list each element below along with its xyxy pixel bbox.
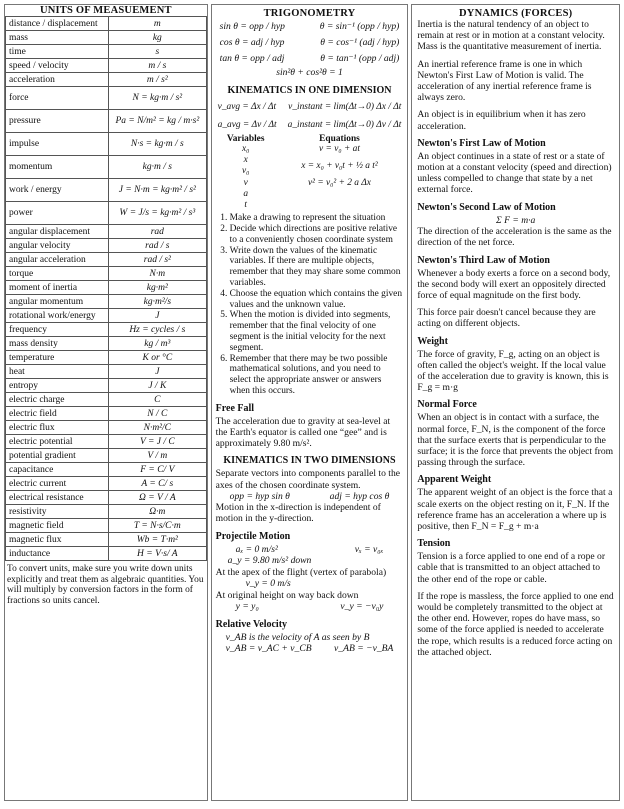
unit-value: F = C/ V — [108, 463, 206, 477]
units-row — [6, 239, 207, 253]
unit-value: Hz = cycles / s — [108, 323, 206, 337]
unit-value: m / s² — [108, 73, 206, 87]
units-row — [6, 477, 207, 491]
normal-title: Normal Force — [417, 399, 477, 411]
units-row — [6, 59, 207, 73]
units-row — [6, 45, 207, 59]
freefall-title: Free Fall — [215, 402, 255, 414]
units-row — [6, 491, 207, 505]
unit-quantity: acceleration — [6, 73, 109, 87]
dynamics-column: DYNAMICS (FORCES) Inertia is the natural tendency of an object to remain at rest or in motion at a constant velocity. Mass is the quantitative measurement of inertia. An inertial reference frame is one in which Newton's First Law of Motion is valid. The acceleration of any inertial reference frame is always zero. An object is in equilibrium when it has zero acceleration. Newton's First Law of Motion An object continues in a state of rest or a state of motion at a constant velocity (speed and direction) unless compelled to change that state by a net external force. Newton's Second Law of Motion Σ F = m·a The direction of the acceleration is the same as the direction of the net force. Newton's Third Law of Motion Whenever a body exerts a force on a second body, the second body will exert an oppositely directed force of equal magnitude on the first body. This force pair doesn't cancel because they are acting on different objects. Weight The force of gravity, F_g, acting on an object is often called the object's weight. If the local value of the acceleration due to gravity is known, this is F_g = m·g Normal Force When an object is in contact with a surface, the normal force, F_N, is the component of the force that the surface exerts that is perpendicular to the surface; it is the force that prevents the object from passing through the surface. Apparent Weight The apparent weight of an object is the force that a scale exerts on the object resting on it, F_N. If the reference frame has an acceleration a where up is positive, then F_N = F_g + m·a Tension Tension is a force applied to one end of a rope or cable that is transmitted to an object attached to the other end of the rope or cable. If the rope is massless, the force applied to one end would be completely transmitted to the object at the other end. However, ropes do have mass, so some of the force applied is needed to accelerate the rope, which results is a reduced force acting on the attached object. — [411, 4, 620, 801]
unit-quantity: inductance — [6, 547, 109, 561]
trig-block — [216, 19, 404, 79]
unit-quantity: electric potential — [6, 435, 109, 449]
unit-quantity: force — [6, 87, 109, 110]
unit-quantity: angular momentum — [6, 295, 109, 309]
kin1-defs: v_avg = Δx / Δt v_instant = lim(Δt→0) Δx / Δt a_avg = Δv / Δt a_instant = lim(Δt→0) Δv / Δt — [217, 102, 402, 130]
unit-value: rad / s² — [108, 253, 206, 267]
unit-quantity: angular displacement — [6, 225, 109, 239]
unit-quantity: torque — [6, 267, 109, 281]
law2-title: Newton's Second Law of Motion — [417, 201, 556, 213]
kin1-steps: 1. Make a drawing to represent the situation 2. Decide which directions are positive relative to a conveniently chosen coordinate system 3. Write down the values of the kinematic variables. If there are multiple objects, remember that they may share some common variables. 4. Choose the equation which contains the given values and the unknown value. 5. When the motion is divided into segments, remember that the final velocity of one segment is the initial velocity for the next segment. 6. Remember that there may be two possible mathematical solutions, and you need to select the appropriate answer or answers when this occurs. — [230, 213, 404, 397]
unit-value: A = C/ s — [108, 477, 206, 491]
units-row — [6, 225, 207, 239]
units-row — [6, 133, 207, 156]
unit-value: T = N·s/C·m — [108, 519, 206, 533]
unit-value: Pa = N/m² = kg / m·s² — [108, 110, 206, 133]
units-row — [6, 309, 207, 323]
unit-quantity: potential gradient — [6, 449, 109, 463]
units-row — [6, 393, 207, 407]
unit-value: W = J/s = kg·m² / s³ — [108, 202, 206, 225]
unit-quantity: pressure — [6, 110, 109, 133]
unit-quantity: frequency — [6, 323, 109, 337]
units-row — [6, 337, 207, 351]
units-row — [6, 253, 207, 267]
unit-value: kg·m / s — [108, 156, 206, 179]
unit-value: J / K — [108, 379, 206, 393]
units-row — [6, 31, 207, 45]
apparent-title: Apparent Weight — [417, 474, 492, 486]
unit-value: kg — [108, 31, 206, 45]
units-row — [6, 533, 207, 547]
unit-value: V = J / C — [108, 435, 206, 449]
units-column — [4, 4, 208, 801]
units-row — [6, 351, 207, 365]
unit-value: K or °C — [108, 351, 206, 365]
units-row — [6, 17, 207, 31]
unit-quantity: angular acceleration — [6, 253, 109, 267]
unit-value: C — [108, 393, 206, 407]
units-row — [6, 267, 207, 281]
kin1-title: KINEMATICS IN ONE DIMENSION — [227, 85, 392, 96]
units-row — [6, 179, 207, 202]
unit-value: N = kg·m / s² — [108, 87, 206, 110]
units-row — [6, 547, 207, 561]
units-table — [5, 16, 207, 561]
relvel-block: v_AB is the velocity of A as seen by B v_AB = v_AC + v_CB v_AB = −v_BA — [225, 631, 394, 655]
unit-quantity: moment of inertia — [6, 281, 109, 295]
trig-row: sin θ = opp / hyp θ = sin⁻¹ (opp / hyp) — [219, 21, 400, 32]
trig-title: TRIGONOMETRY — [263, 8, 356, 19]
unit-value: Wb = T·m² — [108, 533, 206, 547]
units-row — [6, 505, 207, 519]
units-row — [6, 295, 207, 309]
unit-value: J — [108, 365, 206, 379]
unit-quantity: impulse — [6, 133, 109, 156]
kinematics-column: TRIGONOMETRY sin θ = opp / hyp θ = sin⁻¹ (opp / hyp) cos θ = adj / hyp θ = cos⁻¹ (adj / hyp) tan θ = opp / adj θ = tan⁻¹ (opp / adj) sin²θ + cos²θ = 1 KINEMATICS IN ONE DIMENSION v_avg = Δx / Δt v_instant = lim(Δt→0) Δx / Δt a_avg = Δv / Δt a_instant = lim(Δt→0) Δv / Δt Variables x₀ x v₀ v a t Equations v = v₀ + at x = x₀ + v₀t + ½ a t² v² = v₀² + 2 a Δx 1. Make a drawing to represent the situation 2. Decide which directions are positive relative to a conveniently chosen coordinate system 3. Write down the values of the kinematic variables. If there are multiple objects, remember that they may share some common variables. 4. Choose the equation which contains the given values and the unknown value. 5. When the motion is divided into segments, remember that the final velocity of one segment is the initial velocity for the next segment. 6. Remember that there may be two possible mathematical solutions, and you need to select the appropriate answer or answers when this occurs. Free Fall The acceleration due to gravity at sea-level at the Earth's equator is called one “gee” and is approximately 9.80 m/s². KINEMATICS IN TWO DIMENSIONS Separate vectors into components parallel to the axes of the chosen coordinate system. opp = hyp sin θ adj = hyp cos θ Motion in the x-direction is independent of motion in the y-direction. Projectile Motion aₓ = 0 m/s² vₓ = v₀ₓ a_y = 9.80 m/s² down At the apex of the flight (vertex of parabola) v_y = 0 m/s At original height on way back down y = y₀ v_y = −v₀y Relative Velocity v_AB is the velocity of A as seen by B v_AB = v_AC + v_CB v_AB = −v_BA — [211, 4, 409, 801]
units-row — [6, 365, 207, 379]
projectile-block: aₓ = 0 m/s² vₓ = v₀ₓ a_y = 9.80 m/s² down At the apex of the flight (vertex of parabola) v_y = 0 m/s At original height on way back down y = y₀ v_y = −v₀y — [215, 543, 387, 613]
unit-value: Ω·m — [108, 505, 206, 519]
units-title: UNITS OF MEASUEMENT — [39, 5, 172, 16]
unit-value: Ω = V / A — [108, 491, 206, 505]
unit-quantity: work / energy — [6, 179, 109, 202]
weight-title: Weight — [417, 335, 448, 347]
units-row — [6, 156, 207, 179]
projectile-title: Projectile Motion — [215, 530, 291, 542]
unit-quantity: electric current — [6, 477, 109, 491]
units-row — [6, 73, 207, 87]
kin2-title: KINEMATICS IN TWO DIMENSIONS — [223, 455, 396, 467]
unit-value: m — [108, 17, 206, 31]
units-row — [6, 379, 207, 393]
trig-row: cos θ = adj / hyp θ = cos⁻¹ (adj / hyp) — [219, 37, 400, 48]
kin1-variables: Variables x₀ x v₀ v a t Equations v = v₀ + at x = x₀ + v₀t + ½ a t² v² = v₀² + 2 a Δx — [226, 134, 378, 211]
unit-quantity: power — [6, 202, 109, 225]
unit-value: s — [108, 45, 206, 59]
unit-quantity: mass density — [6, 337, 109, 351]
unit-quantity: time — [6, 45, 109, 59]
units-footer: To convert units, make sure you write down units explicitly and treat them as algebraic quantities. You will multiply by conversion factors in the form of fractions so units cancel. — [7, 564, 204, 607]
units-row — [6, 323, 207, 337]
unit-value: rad / s — [108, 239, 206, 253]
unit-quantity: electrical resistance — [6, 491, 109, 505]
unit-quantity: electric field — [6, 407, 109, 421]
unit-quantity: mass — [6, 31, 109, 45]
unit-value: kg·m² — [108, 281, 206, 295]
unit-value: kg / m³ — [108, 337, 206, 351]
units-row — [6, 202, 207, 225]
unit-quantity: rotational work/energy — [6, 309, 109, 323]
law3-title: Newton's Third Law of Motion — [417, 254, 550, 266]
unit-quantity: momentum — [6, 156, 109, 179]
cheat-sheet — [4, 4, 620, 801]
unit-value: J = N·m = kg·m² / s² — [108, 179, 206, 202]
unit-quantity: electric charge — [6, 393, 109, 407]
unit-quantity: distance / displacement — [6, 17, 109, 31]
unit-value: kg·m²/s — [108, 295, 206, 309]
unit-value: m / s — [108, 59, 206, 73]
units-row — [6, 87, 207, 110]
unit-quantity: electric flux — [6, 421, 109, 435]
unit-value: rad — [108, 225, 206, 239]
unit-quantity: temperature — [6, 351, 109, 365]
units-row — [6, 519, 207, 533]
trig-row: tan θ = opp / adj θ = tan⁻¹ (opp / adj) — [219, 53, 400, 64]
units-row — [6, 463, 207, 477]
freefall-text: The acceleration due to gravity at sea-level at the Earth's equator is called one “gee” and is approximately 9.80 m/s². — [215, 415, 391, 450]
unit-quantity: speed / velocity — [6, 59, 109, 73]
unit-value: H = V·s/ A — [108, 547, 206, 561]
unit-value: N·m — [108, 267, 206, 281]
relvel-title: Relative Velocity — [215, 618, 288, 630]
unit-value: V / m — [108, 449, 206, 463]
unit-quantity: entropy — [6, 379, 109, 393]
unit-quantity: angular velocity — [6, 239, 109, 253]
units-row — [6, 407, 207, 421]
unit-value: N·s = kg·m / s — [108, 133, 206, 156]
tension-title: Tension — [417, 538, 451, 550]
unit-value: N·m²/C — [108, 421, 206, 435]
dyn-title: DYNAMICS (FORCES) — [459, 8, 573, 19]
units-row — [6, 435, 207, 449]
unit-quantity: capacitance — [6, 463, 109, 477]
units-row — [6, 281, 207, 295]
trig-identity: sin²θ + cos²θ = 1 — [276, 67, 343, 78]
units-row — [6, 449, 207, 463]
units-row — [6, 110, 207, 133]
unit-quantity: heat — [6, 365, 109, 379]
unit-quantity: magnetic flux — [6, 533, 109, 547]
unit-value: J — [108, 309, 206, 323]
unit-quantity: magnetic field — [6, 519, 109, 533]
law1-title: Newton's First Law of Motion — [417, 137, 546, 149]
unit-quantity: resistivity — [6, 505, 109, 519]
unit-value: N / C — [108, 407, 206, 421]
units-row — [6, 421, 207, 435]
